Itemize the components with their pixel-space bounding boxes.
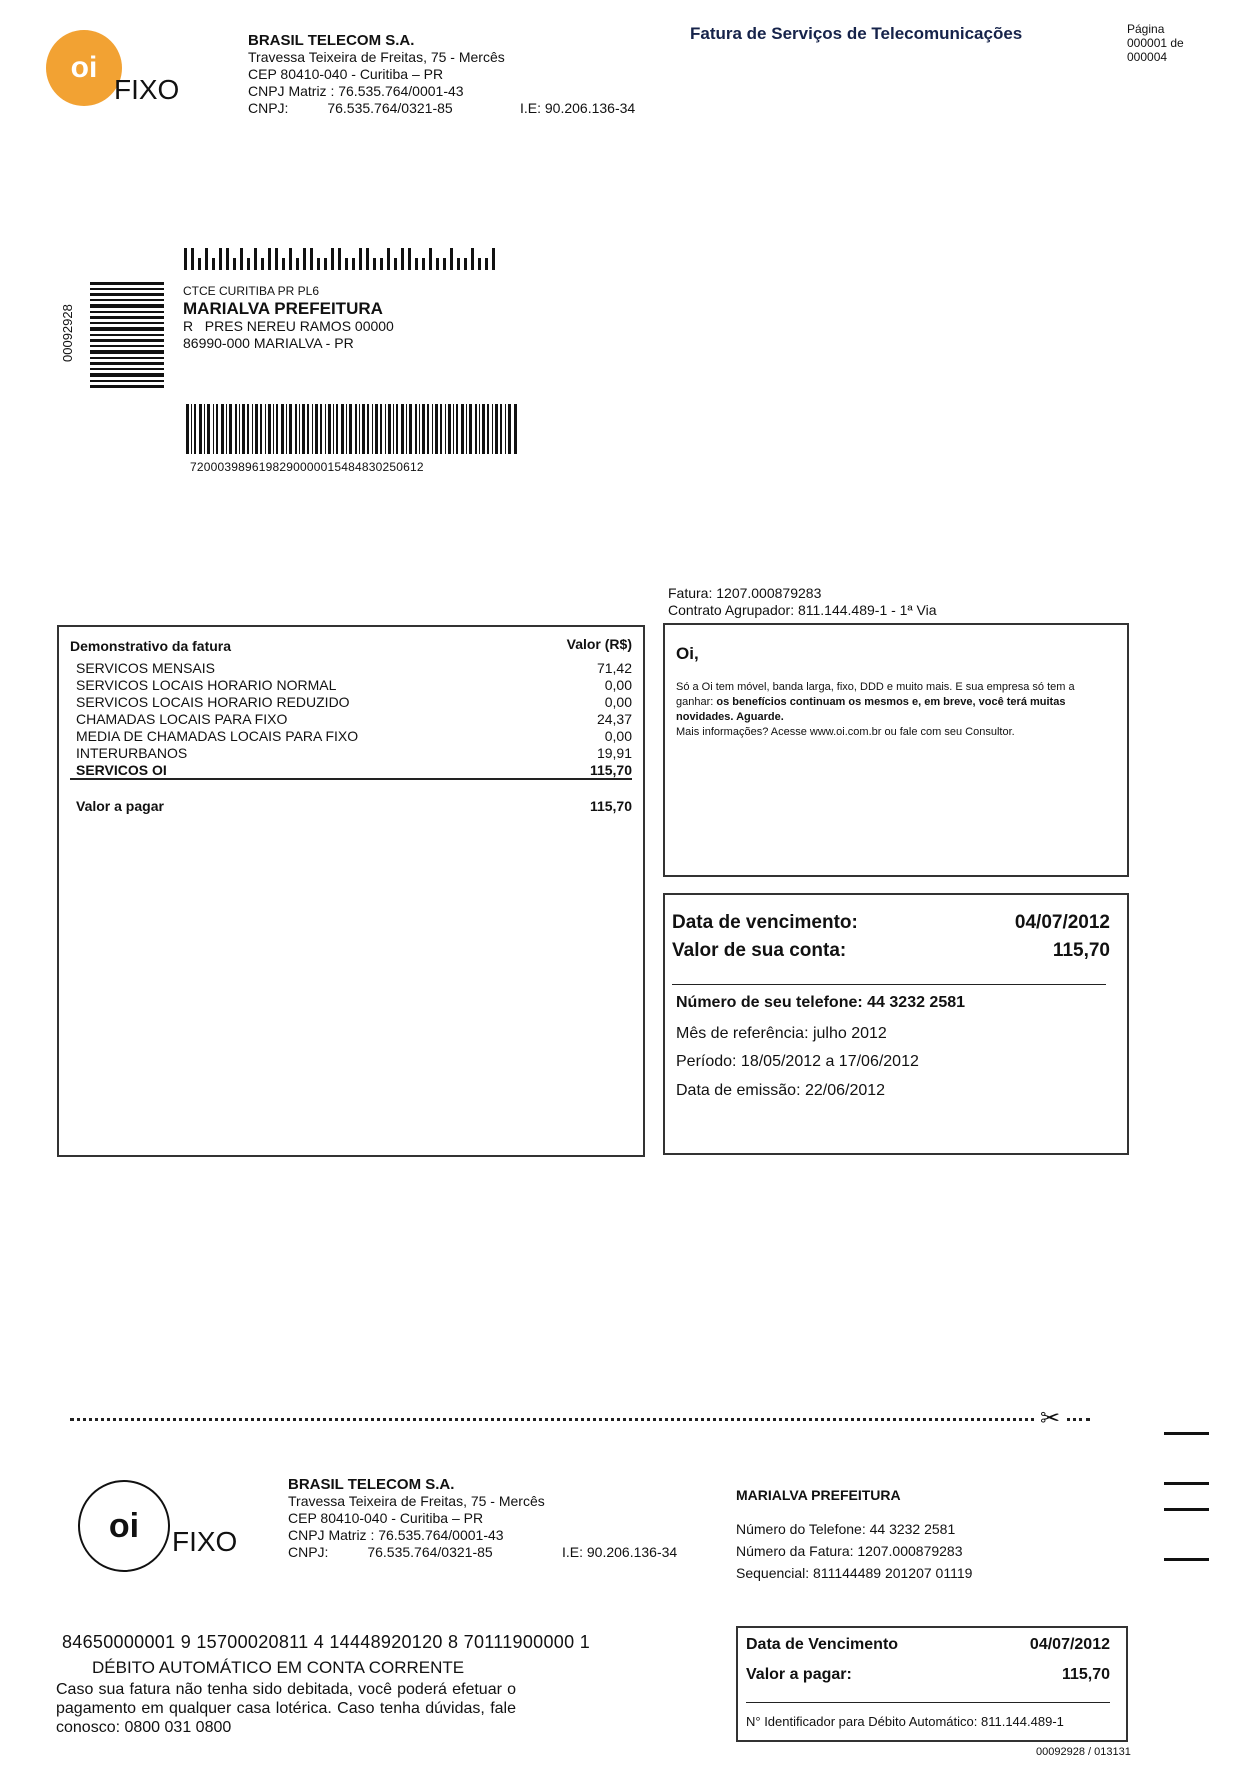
side-barcode	[90, 282, 164, 388]
stub-pay-label: Valor a pagar:	[746, 1666, 852, 1683]
sender-cnpj: CNPJ: 76.535.764/0321-85	[248, 100, 453, 116]
stub-pay-value: 115,70	[1061, 1666, 1110, 1683]
account-value: 115,70	[1052, 940, 1110, 961]
due-date-value: 04/07/2012	[1014, 912, 1110, 933]
statement-row-label: MEDIA DE CHAMADAS LOCAIS PARA FIXO	[76, 728, 359, 744]
recipient-block	[183, 282, 394, 352]
postal-barcode	[184, 244, 514, 270]
message-p2: Mais informações? Acesse www.oi.com.br ou fale com seu Consultor.	[676, 726, 1015, 738]
contract-number: Contrato Agrupador: 811.144.489-1 - 1ª Via	[668, 602, 937, 618]
fixo-logo-text: FIXO	[114, 74, 180, 105]
statement-row-value: 0,00	[604, 694, 632, 710]
message-p1b: os benefícios continuam os mesmos e, em breve, você terá muitas novidades. Aguarde.	[676, 696, 1066, 723]
edge-mark	[1164, 1482, 1209, 1485]
stub-sender-cnpj: CNPJ: 76.535.764/0321-85	[288, 1544, 493, 1560]
page-label: Página	[1127, 22, 1165, 36]
statement-title: Demonstrativo da fatura	[70, 638, 232, 654]
edge-mark	[1164, 1558, 1209, 1561]
edge-mark	[1164, 1508, 1209, 1511]
recipient-street: R PRES NEREU RAMOS 00000	[183, 318, 394, 334]
stub-sender-block	[288, 1476, 545, 1561]
vertical-code: 00092928	[60, 304, 75, 362]
digitable-line: 84650000001 9 15700020811 4 14448920120 8 70111900000 1	[62, 1632, 591, 1652]
statement-value-header: Valor (R$)	[566, 636, 632, 652]
message-box	[663, 623, 1129, 877]
cut-line	[70, 1418, 1090, 1421]
account-value-label: Valor de sua conta:	[672, 940, 847, 961]
message-greeting: Oi,	[676, 644, 699, 663]
due-date-label: Data de vencimento:	[672, 912, 858, 933]
period: Período: 18/05/2012 a 17/06/2012	[676, 1053, 919, 1070]
stub-sender-cnpj-matriz: CNPJ Matriz : 76.535.764/0001-43	[288, 1527, 504, 1543]
issue-date: Data de emissão: 22/06/2012	[676, 1082, 886, 1099]
edge-mark	[1164, 1432, 1209, 1435]
statement-row-value: 0,00	[604, 677, 632, 693]
statement-row-label: CHAMADAS LOCAIS PARA FIXO	[76, 711, 288, 727]
stub-phone: Número do Telefone: 44 3232 2581	[736, 1521, 956, 1537]
sender-name: BRASIL TELECOM S.A.	[248, 32, 415, 49]
sender-ie: I.E: 90.206.136-34	[520, 100, 636, 116]
reference-month: Mês de referência: julho 2012	[676, 1025, 887, 1042]
stub-due-label: Data de Vencimento	[746, 1636, 899, 1653]
page-number	[1127, 22, 1184, 64]
barcode-number: 7200039896198290000015484830250612	[190, 460, 424, 474]
statement-row-value: 24,37	[596, 711, 632, 727]
page-title: Fatura de Serviços de Telecomunicações	[690, 24, 1023, 43]
auto-debit-note: Caso sua fatura não tenha sido debitada, você poderá efetuar o pagamento em qualquer casa lotérica. Caso tenha dúvidas, fale conosco: 0800 031 0800	[56, 1681, 516, 1736]
auto-debit-title: DÉBITO AUTOMÁTICO EM CONTA CORRENTE	[92, 1658, 465, 1677]
sender-cep: CEP 80410-040 - Curitiba – PR	[248, 66, 444, 82]
statement-row-value: 19,91	[596, 745, 632, 761]
main-barcode	[186, 404, 518, 454]
sender-cnpj-matriz: CNPJ Matriz : 76.535.764/0001-43	[248, 83, 464, 99]
stub-customer-block	[736, 1484, 972, 1584]
stub-sender-cep: CEP 80410-040 - Curitiba – PR	[288, 1510, 484, 1526]
statement-row-value: 71,42	[596, 660, 632, 676]
stub-sender-ie: I.E: 90.206.136-34	[562, 1544, 678, 1560]
stub-sequence: Sequencial: 811144489 201207 01119	[736, 1565, 973, 1581]
page-of: 000001 de	[1127, 36, 1184, 50]
stub-due-value: 04/07/2012	[1029, 1636, 1110, 1653]
message-body	[676, 680, 1106, 740]
fixo-stub-logo-text: FIXO	[172, 1526, 238, 1557]
oi-stub-logo-text: oi	[108, 1507, 140, 1545]
stub-sender-address: Travessa Teixeira de Freitas, 75 - Mercês	[288, 1493, 545, 1509]
stub-customer-name: MARIALVA PREFEITURA	[736, 1487, 901, 1503]
oi-logo-text: oi	[70, 51, 98, 84]
due-divider	[672, 984, 1106, 985]
message-p1a: Só a Oi tem móvel, banda larga, fixo, DDD e muito mais. E sua empresa só tem a ganhar:	[676, 681, 1075, 708]
footer-code: 00092928 / 013131	[1036, 1746, 1131, 1758]
sender-block	[248, 32, 505, 117]
statement-row-value: 0,00	[604, 728, 632, 744]
sender-address: Travessa Teixeira de Freitas, 75 - Mercês	[248, 49, 505, 65]
invoice-info	[668, 585, 937, 619]
pay-label: Valor a pagar	[76, 798, 164, 814]
stub-sender-name: BRASIL TELECOM S.A.	[288, 1476, 455, 1493]
statement-total-label: SERVICOS OI	[76, 762, 167, 778]
statement-row-label: INTERURBANOS	[76, 745, 188, 761]
pay-value: 115,70	[589, 798, 632, 814]
statement-row-label: SERVICOS LOCAIS HORARIO REDUZIDO	[76, 694, 350, 710]
page-total: 000004	[1127, 50, 1168, 64]
recipient-name: MARIALVA PREFEITURA	[183, 299, 383, 318]
invoice-number: Fatura: 1207.000879283	[668, 585, 822, 601]
recipient-city: 86990-000 MARIALVA - PR	[183, 335, 354, 351]
recipient-route: CTCE CURITIBA PR PL6	[183, 284, 320, 298]
stub-due-divider	[746, 1702, 1110, 1703]
statement-row-label: SERVICOS LOCAIS HORARIO NORMAL	[76, 677, 337, 693]
auto-debit-id: N° Identificador para Débito Automático: 811.144.489-1	[746, 1714, 1064, 1729]
statement-row-label: SERVICOS MENSAIS	[76, 660, 216, 676]
statement-divider	[70, 778, 632, 780]
scissors-icon: ✂	[1036, 1404, 1064, 1433]
stub-invoice-number: Número da Fatura: 1207.000879283	[736, 1543, 963, 1559]
phone-number: Número de seu telefone: 44 3232 2581	[676, 994, 966, 1011]
statement-total-value: 115,70	[589, 762, 632, 778]
